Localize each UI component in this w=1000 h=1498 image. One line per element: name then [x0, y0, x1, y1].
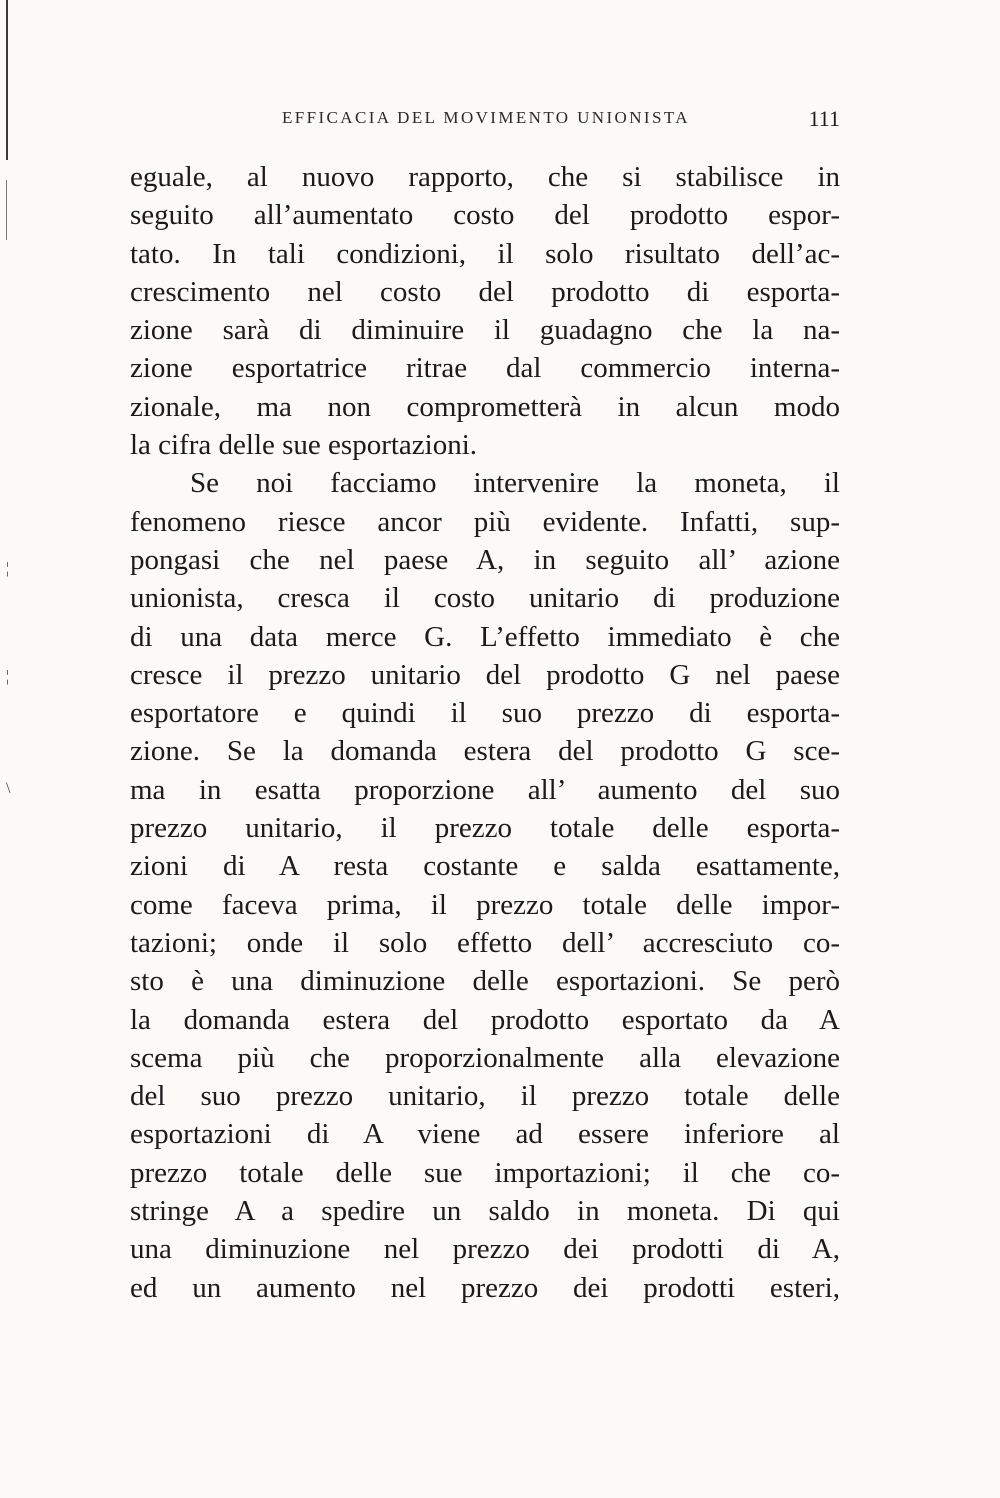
text-line: unionista, cresca il costo unitario di produzione: [130, 582, 840, 615]
text-line: ma in esatta proporzione all’ aumento del suo: [130, 773, 840, 806]
paragraph-2: [130, 464, 840, 1307]
text-line: Se noi facciamo intervenire la moneta, il: [190, 467, 840, 500]
scan-edge-mark: [6, 0, 8, 160]
text-line: ed un aumento nel prezzo dei prodotti esteri,: [130, 1271, 840, 1304]
text-line: pongasi che nel paese A, in seguito all’ azione: [130, 543, 840, 576]
text-line: sto è una diminuzione delle esportazioni. Se però: [130, 965, 840, 998]
body-text: [130, 158, 840, 1307]
page-header: [130, 106, 840, 136]
paragraph-1: [130, 158, 840, 464]
text-line: zione sarà di diminuire il guadagno che la na-: [130, 314, 840, 347]
running-head: EFFICACIA DEL MOVIMENTO UNIONISTA: [282, 108, 690, 127]
text-line: una diminuzione nel prezzo dei prodotti di A,: [130, 1233, 840, 1266]
text-line: scema più che proporzionalmente alla elevazione: [130, 1041, 840, 1074]
text-line: come faceva prima, il prezzo totale delle impor-: [130, 888, 840, 921]
text-line: zione esportatrice ritrae dal commercio interna-: [130, 352, 840, 385]
scan-speck-mark: ¦: [6, 668, 10, 685]
scan-speck-mark: \: [6, 780, 11, 797]
text-line: esportazioni di A viene ad essere inferiore al: [130, 1118, 840, 1151]
text-line: seguito all’aumentato costo del prodotto espor-: [130, 199, 840, 232]
text-line: zione. Se la domanda estera del prodotto G sce-: [130, 735, 840, 768]
text-line: tato. In tali condizioni, il solo risultato dell’ac-: [130, 237, 840, 270]
text-line: del suo prezzo unitario, il prezzo totale delle: [130, 1080, 840, 1113]
text-line: fenomeno riesce ancor più evidente. Infatti, sup-: [130, 505, 840, 538]
page-number: 111: [808, 106, 840, 131]
scan-speck-mark: ¦: [6, 560, 10, 577]
text-line: la cifra delle sue esportazioni.: [130, 429, 478, 462]
text-line: esportatore e quindi il suo prezzo di esporta-: [130, 697, 840, 730]
text-line: di una data merce G. L’effetto immediato è che: [130, 620, 840, 653]
text-line: la domanda estera del prodotto esportato da A: [130, 1003, 840, 1036]
text-line: cresce il prezzo unitario del prodotto G nel paese: [130, 658, 840, 691]
text-line: tazioni; onde il solo effetto dell’ accresciuto co-: [130, 926, 840, 959]
text-line: stringe A a spedire un saldo in moneta. Di qui: [130, 1195, 840, 1228]
text-line: zioni di A resta costante e salda esattamente,: [130, 850, 840, 883]
text-line: zionale, ma non comprometterà in alcun modo: [130, 390, 840, 423]
text-line: prezzo unitario, il prezzo totale delle esporta-: [130, 812, 840, 845]
text-line: eguale, al nuovo rapporto, che si stabilisce in: [130, 161, 840, 193]
text-line: prezzo totale delle sue importazioni; il che co-: [130, 1156, 840, 1189]
text-line: crescimento nel costo del prodotto di esporta-: [130, 275, 840, 308]
scan-edge-mark: [6, 180, 7, 240]
